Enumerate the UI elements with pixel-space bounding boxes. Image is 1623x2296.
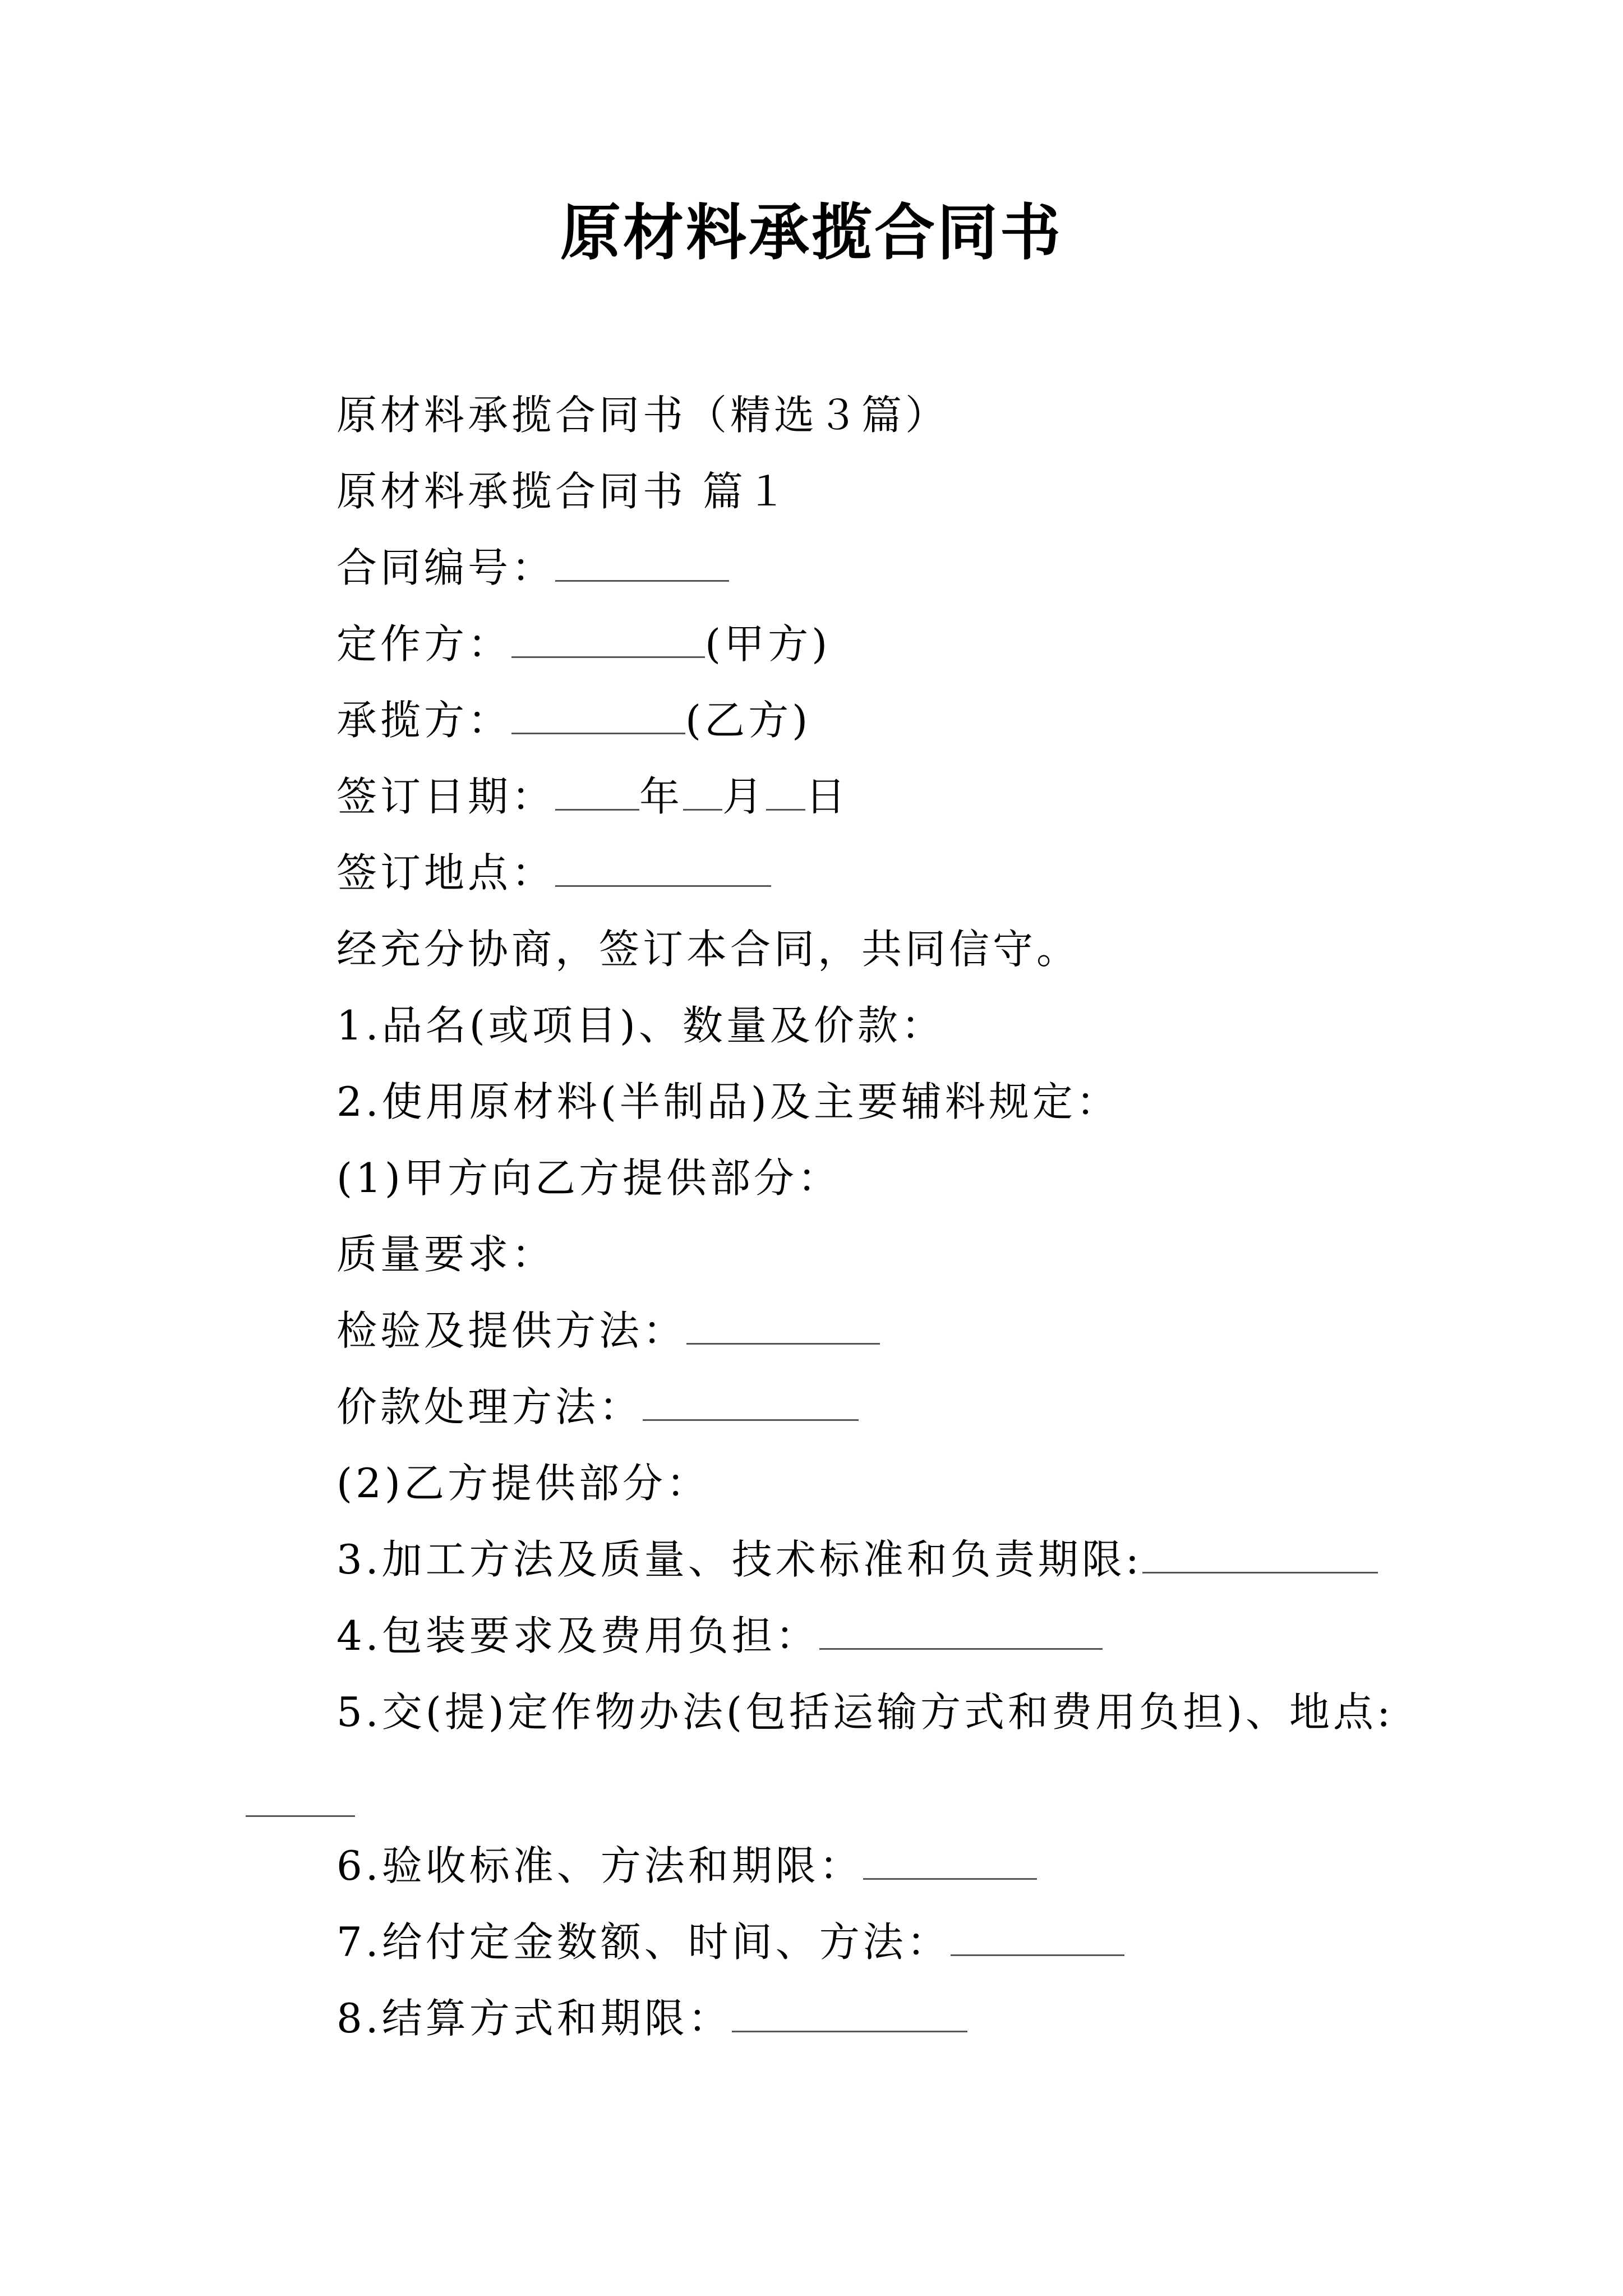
price-handling-line [336, 1379, 859, 1435]
item-3-blank [1142, 1538, 1378, 1573]
section-heading-text: 原材料承揽合同书 篇１ [336, 468, 790, 515]
item-5-label: 5.交(提)定作物办法(包括运输方式和费用负担)、地点: [336, 1688, 1394, 1736]
item-6 [336, 1838, 1037, 1894]
party-b-label: 承揽方： [336, 697, 512, 744]
intro-line [336, 921, 1080, 977]
item-2-1 [336, 1150, 841, 1206]
party-a-suffix: (甲方) [705, 620, 831, 668]
item-7-label: 7.给付定金数额、时间、方法： [336, 1918, 951, 1966]
intro-text: 经充分协商，签订本合同，共同信守。 [336, 926, 1081, 973]
month-blank [683, 775, 722, 811]
document-title: 原材料承揽合同书 [560, 197, 1063, 268]
item-7-blank [951, 1921, 1124, 1956]
party-a-blank [511, 623, 705, 658]
party-b-suffix: (乙方) [685, 697, 811, 744]
party-b-line [336, 692, 811, 748]
item-5 [336, 1684, 1394, 1740]
party-b-blank [511, 699, 685, 734]
subtitle-line [336, 387, 949, 443]
item-4 [336, 1608, 1103, 1664]
item-4-blank [819, 1614, 1103, 1650]
item-2-1-text: (1)甲方向乙方提供部分： [336, 1154, 841, 1202]
item-5-blank [246, 1815, 355, 1817]
party-a-label: 定作方： [336, 620, 512, 668]
year-blank [555, 775, 639, 811]
day-blank [766, 775, 805, 811]
inspection-line [336, 1303, 880, 1359]
year-text: 年 [639, 773, 684, 820]
item-2-2 [336, 1455, 710, 1511]
contract-number-label: 合同编号： [336, 544, 556, 591]
item-2-text: 2.使用原材料(半制品)及主要辅料规定： [336, 1078, 1120, 1125]
item-3-label: 3.加工方法及质量、技术标准和负责期限: [336, 1536, 1142, 1583]
item-6-label: 6.验收标准、方法和期限： [336, 1842, 863, 1889]
price-handling-label: 价款处理方法： [336, 1383, 643, 1430]
inspection-label: 检验及提供方法： [336, 1307, 687, 1354]
item-8 [336, 1990, 967, 2046]
sign-place-line [336, 845, 771, 901]
price-handling-blank [643, 1386, 859, 1421]
month-text: 月 [722, 773, 767, 820]
sign-date-label: 签订日期： [336, 773, 556, 820]
contract-number-line [336, 540, 729, 596]
contract-number-blank [555, 546, 729, 582]
party-a-line [336, 616, 831, 672]
item-2-2-text: (2)乙方提供部分： [336, 1460, 710, 1507]
sign-place-label: 签订地点： [336, 849, 556, 896]
item-1-text: 1.品名(或项目)、数量及价款： [336, 1002, 945, 1049]
item-7 [336, 1914, 1124, 1970]
item-3 [336, 1531, 1378, 1588]
day-text: 日 [805, 773, 850, 820]
inspection-blank [686, 1309, 880, 1345]
sign-date-line [336, 769, 849, 825]
item-2 [336, 1074, 1120, 1130]
quality-text: 质量要求： [336, 1231, 556, 1278]
subtitle-text: 原材料承揽合同书（精选３篇） [336, 392, 949, 439]
item-8-blank [732, 1997, 967, 2032]
quality-line [336, 1226, 555, 1282]
item-4-label: 4.包装要求及费用负担： [336, 1612, 819, 1659]
item-6-blank [863, 1844, 1037, 1880]
section-heading [336, 463, 790, 519]
item-8-label: 8.结算方式和期限： [336, 1995, 732, 2042]
sign-place-blank [555, 852, 771, 887]
item-1 [336, 997, 945, 1053]
